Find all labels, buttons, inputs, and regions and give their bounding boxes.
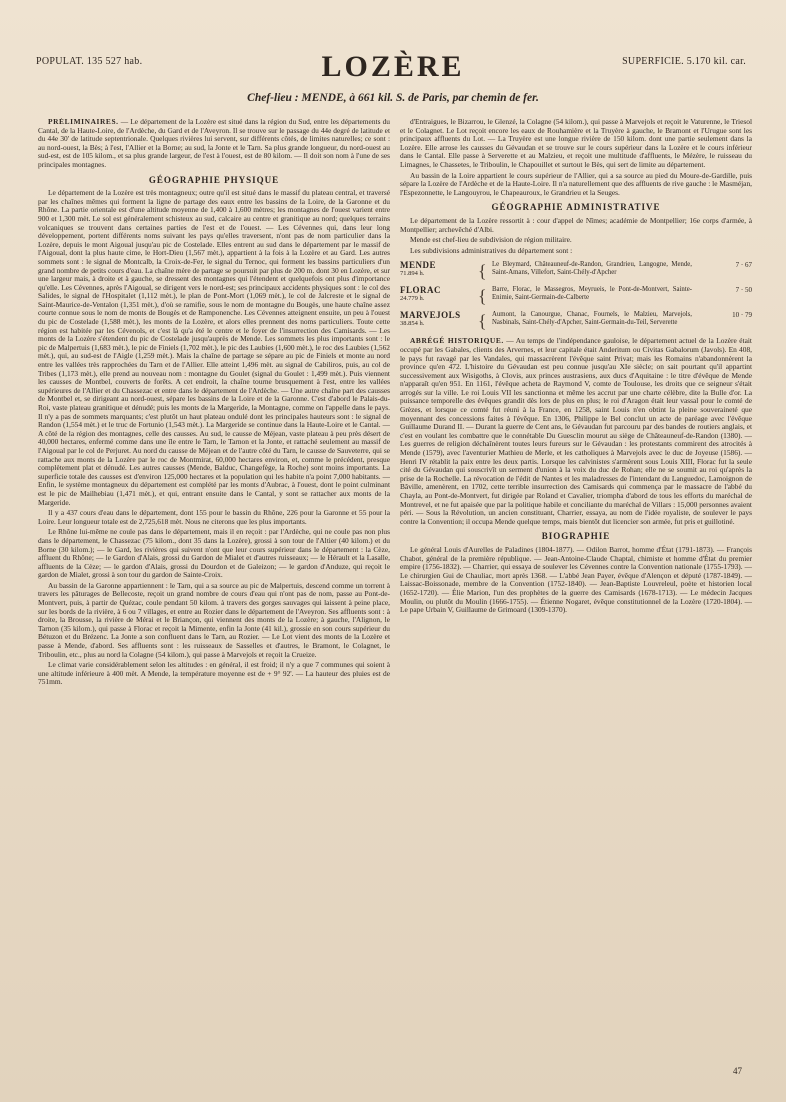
geo-paragraph: Au bassin de la Garonne appartiennent : le Tarn, qui a sa source au pic de Malpertuis, descend comme un torrent à travers les pâturages de Bellecoste, reçoit un grand nombre de cours d'eau qui n'ont pas de nom, passe au Pont-de-Montvert, puis, à partir de Quézac, coule pendant 50 kilom. à travers des gorges sauvages qui laissent à peine place, sur les bords de la rivière, à 6 ou 7 villages, et entre au Rozier dans le département de l'Aveyron. Ses affluents sont : à droite, la Brousse, la rivière de Mérai et le Briançon, qui viennent des monts de la Lozère; à gauche, l'Alignon, le Tarnon (35 kilom.), qui passe à Florac et reçoit la Mimente, enfin la Jonte (41 kil.), grossie en son cours supérieur du Bétuzon et du Brézenc. La Jonte a son confluent dans le Tarn, au Rozier. — Le Lot vient des monts de la Lozère et passe à Mende, d'abord. Ses affluents sont : les ruisseaux de Sasselles et d'autres, le Bramont, le Colagnet, le Triboulin, etc., plus au nord la Colagne (54 kilom.), qui passe à Marvejols et reçoit la Crueize.: [38, 580, 390, 659]
geographie-administrative-heading: GÉOGRAPHIE ADMINISTRATIVE: [491, 202, 661, 213]
arrondissement-name: MARVEJOLS 38.854 h.: [400, 311, 478, 328]
geo-paragraph: Le département de la Lozère est très montagneux; outre qu'il est situé dans le massif du plateau central, et traversé par les chaînes mêmes qui forment la ligne de partage des eaux entre les bassins de la Loire, de la Garonne et du Rhône. La partie orientale est d'une altitude moyenne de 1,400 à 1,600 mètres; les montagnes de l'ouest varient entre 900 et 1,300 mèt. Le sol est généralement schisteux au sud, calcaire au centre et granitique au nord; quelques terrains volcaniques se trouvent dans certaines parties de l'est et de l'ouest. — Les Cévennes qui, dans leur long développement, portent différents noms suivant les pays qu'elles traversent, n'ont pas de nom particulier dans la Lozère, depuis le mont Aigoual jusqu'au pic de Costelade. Elles entrent au sud dans le département par le massif de l'Aigoual, dont la plus haute cime, le Hort-Dieu (1,567 mèt.), appartient à la fois à la Lozère et au Gard. Les autres sommets sont : le signal de Montcalb, la Croix-de-Fer, le signal du Ternoc, qui forment les bassins particuliers d'un grand nombre de petits cours d'eau. La chaîne mère de partage se poursuit par plus de 200 m. dont 30 en Lozère, et sur une largeur mais, à droite et à gauche, se dressent des montagnes qui l'étendent et quelquefois ont plus d'importance qu'elle. Les Cévennes, après l'Aigoual, se dirigent vers le nord-est; ses principaux accidents physiques sont : le col des Salides, le signal de l'Hospitalet (1,112 mèt.), le plan de Pont-Mort (1,069 mèt.), le col de Jalcreste et le signal de Saint-Maurice-de-Ventalon (1,351 mèt.), d'où se ramifie, sous le nom de montagne du Bougès, une haute chaîne assez courte connue sous le nom de monts de Bougès et de Ramponenche. Les Cévennes atteignent ensuite, un peu à l'ouest du pic de Costelade (1,588 mèt.), les monts de la Lozère, et alors elles prennent des noms particuliers. Toute cette région est habitée par les Cévenols, et c'est là qu'a été le centre et le foyer de l'insurrection des Camisards. — Les monts de la Lozère s'étendent du pic de Costelade jusqu'auprès de Mende. Les sommets les plus importants sont : le pic de Malpertuis (1,683 mèt.), le pic de Finiels (1,702 mèt.), le pic des Laubies (1,600 mèt.), le roc des Laubies (1,562 mèt.), qui, au sud-est de l'Aigle (1,259 mèt.). Mais la chaîne de partage se sépare au pic de Finiels et monte au nord entre les vallées très rapprochées du Tarn et de l'Allier. Elle atteint 1,496 mèt. au signal de Cabiliros, puis, au col de Tribes (1,173 mèt.), elle prend au nouveau nom : montagne du Goulet (signal du Goulet : 1,499 mèt.). Puis viennent les causses de Montbel, couverts de forêts. A cet endroit, la chaîne tourne brusquement à l'est, entre les vallées supérieures de l'Allier et du Chassezac et entre dans le département de l'Ardèche. — Une autre chaîne part des causses de Montbel et, se dirigeant au nord-ouest, sépare les bassins de la Loire et de la Garonne. C'est d'abord le Palais-du-Roi, vaste plateau granitique et dénudé; puis les monts de la Margeride, la Montagne, comme on l'appelle dans le pays. Il n'y a pas de sommets marquants; c'est plutôt un haut plateau ondulé dont les principales hauteurs sont : le signal de Randon (1,554 mèt.) et le truc de Fortunio (1,543 mèt.). La Margeride se continue dans la Haute-Loire et le Cantal. — A côté de la région des montagnes, celle des causses. Au sud, le causse de Méjean, vaste plateau à peu près désert de 40,000 hectares, enfermé comme dans une île entre le Tarn, le Tarnon et la Jonte, et rattaché seulement au massif de l'Aigoual par le col de Perjuret. Au nord du causse de Méjean et de l'autre côté du Tarn, le causse de Sauveterre, qui se rattache aux monts de la Lozère par le roc de Montmirat, 60,000 hectares environ, et, comme le précédent, presque complètement plat et dénudé. Les autres causses (Mende, Balduc, Changefège, la Roche) sont moins importants. La superficie totale des causses est d'environ 125,000 hectares et la population qui les habite n'a point 7,000 habitants. — Enfin, le système montagneux du département est complété par les monts d'Aubrac, à l'ouest, dont le point culminant est le pic de Mailhebiau (1,471 mèt.), et qui, entrant ensuite dans le Cantal, y sont se rattacher aux monts de la Margeride.: [38, 188, 390, 507]
preliminaires-paragraph: [38, 118, 390, 170]
abrege-historique-lead: ABRÉGÉ HISTORIQUE.: [410, 336, 504, 346]
arrondissement-row: [400, 286, 752, 306]
arrondissement-name: FLORAC 24.779 h.: [400, 286, 478, 303]
population-label: POPULAT. 135 527 hab.: [36, 56, 143, 67]
arrondissement-counts: 10 · 79: [732, 311, 752, 320]
arrondissements-table: [400, 261, 752, 331]
arrondissement-cantons: Barre, Florac, le Massegros, Meyrueis, le Pont-de-Montvert, Sainte-Enimie, Saint-Germain-de-Calberte: [492, 286, 692, 302]
arrondissement-population: 38.854 h.: [400, 319, 425, 327]
right-column: [400, 118, 752, 1063]
brace-glyph: {: [478, 261, 487, 282]
superficie-label: SUPERFICIE. 5.170 kil. car.: [622, 56, 746, 67]
arrondissement-counts: 7 · 67: [735, 261, 752, 270]
arrondissement-cantons: Le Bleymard, Châteauneuf-de-Randon, Grandrieu, Langogne, Mende, Saint-Amans, Villefort, Saint-Chély-d'Apcher: [492, 261, 692, 277]
arrondissement-row: [400, 261, 752, 281]
arrondissement-population: 24.779 h.: [400, 294, 425, 302]
admin-intro: Le département de la Lozère ressortit à : cour d'appel de Nîmes; académie de Montpellier; 16e corps d'armée, à Montpellier; archevêché d'Albi.: [400, 215, 752, 234]
page-title: LOZÈRE: [321, 50, 465, 83]
rivers-paragraph: d'Entraigues, le Bizarrou, le Glenzé, la Colagne (54 kilom.), qui passe à Marvejols et reçoit le Vaturenne, le Triesol et le Colagnet. Le Lot reçoit encore les eaux de Rouhamière et la Truyère à gauche, le Bramont et l'Urugue sont les principaux affluents du Lot. — La Truyère est une longue rivière de 150 kilom. dont une partie seulement dans la Lozère. Elle arrose les causses du Gévaudan et se trouve sur le cours supérieur dans la Lozère et le cours inférieur dans le Cantal. Elle passe à Serverette et au Malzieu, et reçoit une multitude d'affluents, le Mézère, le ruisseau du Limagnes, le Chassetes, le Triboulin, le Chapouillet et surtout le Bès, qui sert de limite au département.: [400, 118, 752, 169]
preliminaires-lead: PRÉLIMINAIRES.: [48, 118, 119, 126]
biographie-text: Le général Louis d'Aurelles de Paladines (1804-1877). — Odilon Barrot, homme d'État (1791-1873). — François Chabot, général de la première république. — Jean-Antoine-Claude Chaptal, chimiste et homme d'État du premier empire (1756-1832). — Charrier, qui essaya de soulever les Cévennes contre la Convention nationale (1755-1793). — Le chirurgien Gui de Chauliac, mort après 1368. — L'abbé Jean Payer, évêque d'Alençon et député (1787-1849). — Laissac-Boissonade, membre de la Convention (1752-1840). — Jean-Baptiste Louvreleul, poète et historien local (1652-1720). — Élie Marion, l'un des prophètes de la guerre des Camisards (1678-1713). — Le médecin Jacques Moulin, ou plutôt du Moulin (1666-1755). — Étienne Nogaret, évêque constitutionnel de la Lozère (1720-1804). — Le pape Urbain V, Guillaume de Grimoard (1309-1370).: [400, 544, 752, 615]
brace-glyph: {: [478, 311, 487, 332]
geo-paragraph: Il y a 437 cours d'eau dans le département, dont 155 pour le bassin du Rhône, 226 pour la Garonne et 55 pour la Loire. Leur longueur totale est de 2,725,618 mèt. Nous ne citerons que les plus importants.: [38, 508, 390, 526]
abrege-historique-text: — Au temps de l'indépendance gauloise, le département actuel de la Lozère était occupé par les Gabales, clients des Arvernes, et leur capitale était Anderitum ou Civitas Gabalorum (Javols). En 408, le pays fut ravagé par les Vandales, qui massacrèrent l'évêque saint Privat; mais les Romains n'abandonnèrent la province qu'en 472. L'histoire du Gévaudan est peu connue jusqu'au XIe siècle; on sait pourtant qu'il appartint successivement aux Wisigoths, à Clovis, aux princes austrasiens, aux ducs d'Aquitaine : le titre d'évêque de Mende n'apparaît qu'en 951. En 1161, l'évêque acheta de Raymond V, comte de Toulouse, les droits que ce seigneur s'était arrogés sur la ville. Le roi Louis VII les sanctionna et même les accrut par une charte célèbre, dite la Bulle d'or. La puissance temporelle des évêques grandit dès lors de plus en plus; le roi d'Aragon était leur vassal pour le comté de Grèzes, et lorsque ce comté fut réuni à la France, en 1258, saint Louis n'en obtint la pleine souveraineté que moyennant des concessions faites à l'évêque. En 1306, Philippe le Bel conclut un acte de paréage avec l'évêque Guillaume Durand II. — Durant la guerre de Cent ans, le Gévaudan fut parcouru par des bandes de routiers anglais, et c'est en voulant les combattre que le connétable Du Guesclin mourut au siège de Châteauneuf-de-Randon (1380). — Les guerres de religion déchaînèrent toutes leurs fureurs sur le Gévaudan : les protestants commirent des atrocités à Mende (1579), avec l'aventurier Mathieu de Merle, et les catholiques à Marvejols avec le duc de Joyeuse (1586). — Henri IV rétablit la paix entre les deux partis. Lorsque les calvinistes s'armèrent sous Louis XIII, Florac fut la seule cité du Gévaudan qui souscrivît un serment d'union à la voix du duc de Rohan; elle ne se soumit au roi qu'après la prise de la Rochelle. La révocation de l'édit de Nantes et les maladresses de l'intendant du Languedoc, Lamoignon de Bâville, amenèrent, en 1702, cette terrible insurrection des Camisards qui commença par le massacre de l'abbé du Chayla, au Pont-de-Montvert, fut dirigée par Roland et Cavalier, triompha d'abord de tous les efforts du maréchal de Montrevel, et ne fut apaisée que par la politique habile et conciliante du maréchal de Villars : 15,000 personnes avaient péri. — Sous la Révolution, un ancien constituant, Charrier, essaya, au nom de l'idée royaliste, de soulever le pays contre la Convention; il occupa Mende quelque temps, mais bientôt dut licencier son armée, fut pris et guillotiné.: [400, 336, 752, 526]
arrondissement-counts: 7 · 50: [735, 286, 752, 295]
arrondissement-cantons: Aumont, la Canourgue, Chanac, Fournels, le Malzieu, Marvejols, Nasbinals, Saint-Chély-d'Apcher, Saint-Germain-du-Teil, Serverette: [492, 311, 692, 327]
subdivisions-intro: Les subdivisions administratives du département sont :: [410, 245, 573, 255]
geographie-physique-heading: GÉOGRAPHIE PHYSIQUE: [148, 174, 280, 185]
page-number: 47: [733, 1066, 742, 1076]
admin-note: Mende est chef-lieu de subdivision de région militaire.: [410, 235, 572, 245]
arrondissement-population: 71.894 h.: [400, 269, 425, 277]
biographie-heading: BIOGRAPHIE: [541, 531, 611, 542]
geo-paragraph: Le climat varie considérablement selon les altitudes : en général, il est froid; il n'y a que 7 communes qui soient à une altitude inférieure à 400 mèt. A Mende, la température moyenne est de + 9° 92'. — La hauteur des pluies est de 751mm.: [38, 660, 390, 687]
arrondissement-row: [400, 311, 752, 331]
geo-paragraph: Le Rhône lui-même ne coule pas dans le département, mais il en reçoit : par l'Ardèche, qui ne coule pas non plus dans le département, le Chassezac (75 kilom., dont 35 dans la Lozère), grossi à son tour de l'Altier (40 kilom.) et du Borne (30 kilom.); — le Gard, les rivières qui suivent n'ont que leur cours supérieur dans le département : la Cèze, affluent du Rhône; — le Gardon d'Alais, grossi du Gardon de Mialet et d'autres ruisseaux; — le Hérault et la Lasalle, affluents de la Cèze; — le gardon d'Alais, grossi du Dourdon et de Galeizon; — le gardon d'Anduze, qui reçoit le gardon de Mialet, grossi à son tour du gardon de Sainte-Croix.: [38, 527, 390, 580]
abrege-historique-paragraph: [400, 337, 752, 526]
chef-lieu-subtitle: Chef-lieu : MENDE, à 661 kil. S. de Paris, par chemin de fer.: [247, 92, 539, 104]
left-column: [38, 118, 390, 1063]
arrondissement-name: MENDE 71.894 h.: [400, 261, 478, 278]
brace-glyph: {: [478, 286, 487, 307]
preliminaires-text: — Le département de la Lozère est situé dans la région du Sud, entre les départements du Cantal, de la Haute-Loire, de l'Ardèche, du Gard et de l'Aveyron. Il se trouve sur le passage du 44e degré de latitude et du 44e 30' de latitude septentrionale. Quelques rivières lui servent, sur différents côtés, de limites naturelles; ce sont : au nord-ouest, la Bès; à l'est, l'Allier et la Borne; au sud, la Jonte et le Tarn. Sa plus grande longueur, du nord-ouest au sud-est, est de 105 kilom., et sa plus grande largeur, de l'est à l'ouest, est de 80 kilom. — Il doit son nom à l'une de ses principales montagnes.: [38, 118, 390, 169]
rivers-paragraph: Au bassin de la Loire appartient le cours supérieur de l'Allier, qui a sa source au pied du Moure-de-Gardille, puis sépare la Lozère de l'Ardèche et de la Haute-Loire. Il n'a naturellement que des affluents de rive gauche : le Masméjan, l'Espezonnette, le Langouyrou, le Chapeauroux, le Grandrieu et la Seuges.: [400, 170, 752, 197]
